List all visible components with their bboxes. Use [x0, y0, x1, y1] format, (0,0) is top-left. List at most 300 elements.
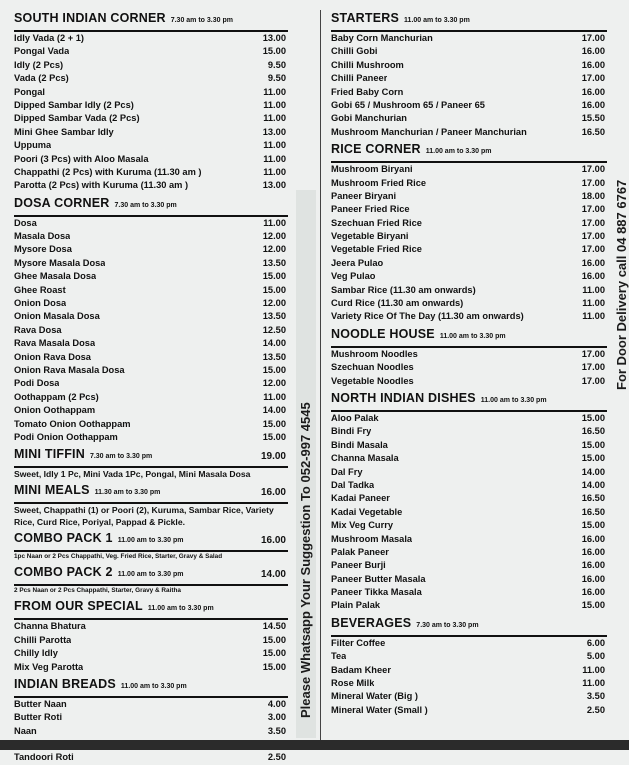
menu-item-price: 17.00	[581, 375, 605, 386]
menu-item	[14, 99, 288, 112]
menu-item-name: Jeera Pulao	[331, 257, 384, 268]
menu-item	[14, 310, 288, 323]
menu-item-name: Gobi 65 / Mushroom 65 / Paneer 65	[331, 99, 485, 110]
menu-item-name: Tea	[331, 651, 347, 662]
menu-item	[331, 284, 607, 297]
section-time: 7.30 am to 3.30 pm	[170, 17, 233, 24]
menu-item-price: 15.00	[581, 439, 605, 450]
menu-item-name: Mini Ghee Sambar Idly	[14, 126, 114, 137]
menu-item-name: Paneer Butter Masala	[331, 573, 426, 584]
section-north-indian-dishes	[331, 388, 607, 613]
section-dosa-corner	[14, 193, 288, 445]
menu-item	[331, 99, 607, 112]
menu-item-name: Mushroom Biryani	[331, 164, 413, 175]
menu-item-price: 15.00	[581, 600, 605, 611]
menu-item	[331, 599, 607, 612]
menu-item-name: Masala Dosa	[14, 231, 71, 242]
menu-item-price: 11.00	[582, 678, 605, 689]
menu-item-name: Sambar Rice (11.30 am onwards)	[331, 284, 476, 295]
menu-item-price: 16.00	[581, 573, 605, 584]
menu-item-price: 11.00	[582, 311, 605, 322]
menu-item-name: Mushroom Manchurian / Paneer Manchurian	[331, 126, 527, 137]
section-title: MINI TIFFIN	[14, 447, 85, 462]
menu-item	[331, 479, 607, 492]
menu-item-name: Naan	[14, 725, 37, 736]
menu-item-price: 16.00	[581, 533, 605, 544]
menu-item-price: 15.00	[262, 284, 286, 295]
section-from-our-special	[14, 596, 288, 674]
menu-item-price: 16.00	[581, 257, 605, 268]
menu-item-price: 17.00	[581, 244, 605, 255]
menu-item	[14, 391, 288, 404]
menu-item-price: 16.00	[581, 560, 605, 571]
section-title: STARTERS	[331, 11, 400, 25]
menu-item-price: 15.00	[262, 364, 286, 375]
section-header	[14, 444, 288, 468]
menu-item-price: 16.00	[581, 46, 605, 57]
menu-item-name: Rava Masala Dosa	[14, 338, 96, 349]
menu-item	[331, 546, 607, 559]
menu-item	[331, 637, 607, 650]
menu-item	[331, 573, 607, 586]
menu-item-name: Dal Fry	[331, 466, 363, 477]
menu-item-name: Oothappam (2 Pcs)	[14, 391, 99, 402]
menu-item-price: 14.50	[262, 621, 286, 632]
menu-item-name: Baby Corn Manchurian	[331, 33, 433, 43]
menu-item-price: 16.00	[581, 86, 605, 97]
menu-item	[14, 153, 288, 166]
right-column	[331, 8, 607, 717]
section-header	[331, 8, 607, 32]
menu-item-price: 11.00	[263, 391, 286, 402]
menu-item-price: 18.00	[581, 190, 605, 201]
menu-item-price: 15.00	[262, 648, 286, 659]
menu-item-price: 15.50	[581, 113, 605, 124]
section-title: INDIAN BREADS	[14, 676, 116, 691]
section-description: Sweet, Idly 1 Pc, Mini Vada 1Pc, Pongal, Mini Masala Dosa	[14, 469, 251, 480]
menu-item-price: 16.50	[581, 493, 605, 504]
section-price: 16.00	[260, 487, 286, 499]
menu-item-price: 12.00	[262, 244, 286, 255]
menu-item-name: Mushroom Fried Rice	[331, 177, 427, 188]
menu-item-name: Channa Masala	[331, 453, 399, 464]
section-time: 11.00 am to 3.30 pm	[147, 605, 214, 613]
menu-item	[14, 647, 288, 660]
section-title: NORTH INDIAN DISHES	[331, 390, 476, 405]
menu-item-name: Mineral Water (Big )	[331, 691, 418, 702]
menu-item-name: Szechuan Noodles	[331, 362, 414, 373]
menu-item-name: Palak Paneer	[331, 546, 389, 557]
menu-item-price: 15.00	[262, 661, 286, 672]
menu-item-price: 11.00	[263, 86, 286, 97]
section-description: 1pc Naan or 2 Pcs Chappathi, Veg. Fried Rice, Starter, Gravy & Salad	[14, 553, 223, 561]
menu-item-name: Onion Rava Dosa	[14, 351, 91, 362]
menu-item-name: Paneer Burji	[331, 560, 386, 571]
menu-item	[14, 364, 288, 377]
menu-item	[14, 337, 288, 350]
menu-item-name: Paneer Fried Rice	[331, 204, 410, 215]
menu-item-name: Kadai Paneer	[331, 493, 390, 504]
menu-item	[14, 661, 288, 674]
menu-item-name: Chilli Mushroom	[331, 59, 404, 70]
menu-item-price: 11.00	[263, 217, 286, 228]
menu-item-name: Podi Dosa	[14, 378, 60, 389]
menu-item-price: 15.00	[581, 453, 605, 464]
menu-item-name: Curd Rice (11.30 am onwards)	[331, 298, 464, 309]
section-header	[331, 324, 607, 348]
section-time: 11.00 am to 3.30 pm	[117, 571, 184, 579]
section-title: NOODLE HOUSE	[331, 326, 435, 341]
menu-item	[14, 698, 288, 711]
menu-item-price: 13.50	[262, 311, 286, 322]
menu-item-price: 15.00	[262, 431, 286, 442]
menu-item-name: Rava Dosa	[14, 324, 62, 335]
menu-item	[331, 203, 607, 216]
menu-item-name: Tomato Onion Oothappam	[14, 418, 131, 429]
menu-item-price: 13.00	[262, 126, 286, 137]
menu-item-name: Fried Baby Corn	[331, 86, 404, 97]
menu-item-price: 3.50	[586, 691, 605, 702]
menu-item-name: Dipped Sambar Idly (2 Pcs)	[14, 99, 134, 110]
menu-item	[14, 725, 288, 738]
column-divider	[320, 10, 321, 740]
menu-item	[331, 257, 607, 270]
section-price: 14.00	[260, 569, 286, 581]
menu-item	[331, 310, 607, 323]
section-title: DOSA CORNER	[14, 195, 110, 210]
menu-item-name: Onion Dosa	[14, 298, 67, 309]
menu-item-name: Ghee Masala Dosa	[14, 271, 97, 282]
menu-item-price: 17.00	[581, 177, 605, 188]
menu-item-name: Mushroom Masala	[331, 533, 413, 544]
menu-item-price: 17.00	[581, 73, 605, 84]
menu-item-price: 13.00	[262, 33, 286, 43]
menu-item-price: 12.00	[262, 298, 286, 309]
menu-item-price: 11.00	[263, 153, 286, 164]
section-starters	[331, 8, 607, 139]
menu-item-price: 11.00	[263, 99, 286, 110]
section-header	[14, 8, 288, 32]
menu-item-name: Ghee Roast	[14, 284, 66, 295]
section-header	[331, 388, 607, 412]
menu-item-name: Dipped Sambar Vada (2 Pcs)	[14, 113, 140, 124]
menu-item-name: Dosa	[14, 217, 37, 228]
section-title: FROM OUR SPECIAL	[14, 599, 143, 614]
menu-item-name: Channa Bhatura	[14, 621, 86, 632]
menu-item	[14, 112, 288, 125]
menu-item-price: 17.00	[581, 217, 605, 228]
whatsapp-suggestion-text: Please Whatsapp Your Suggestion To 052-997 4545	[298, 402, 313, 718]
menu-item-name: Gobi Manchurian	[331, 113, 407, 124]
menu-item	[14, 179, 288, 192]
section-description: 2 Pcs Naan or 2 Pcs Chappathi, Starter, Gravy & Raitha	[14, 587, 181, 595]
menu-item	[14, 59, 288, 72]
section-header	[14, 193, 288, 217]
menu-item-price: 2.50	[586, 704, 605, 715]
menu-item-price: 16.50	[581, 426, 605, 437]
menu-item-name: Mysore Masala Dosa	[14, 257, 106, 268]
menu-item-price: 9.50	[267, 73, 286, 84]
menu-item-name: Chappathi (2 Pcs) with Kuruma (11.30 am )	[14, 166, 202, 177]
menu-item-price: 3.50	[267, 725, 286, 736]
section-time: 7.30 am to 3.30 pm	[114, 201, 177, 209]
section-description: Sweet, Chappathi (1) or Poori (2), Kuruma, Sambar Rice, Variety Rice, Curd Rice, Poriyal, Pappad & Pickle.	[14, 505, 274, 528]
menu-item-price: 6.00	[586, 637, 605, 648]
menu-item	[331, 163, 607, 176]
menu-item-price: 15.00	[262, 634, 286, 645]
door-delivery-text: For Door Delivery call 04 887 6767	[614, 179, 629, 390]
menu-item-price: 15.00	[262, 418, 286, 429]
menu-item-price: 13.00	[262, 180, 286, 191]
menu-item	[14, 377, 288, 390]
menu-item	[14, 72, 288, 85]
section-noodle-house	[331, 324, 607, 388]
menu-item-price: 14.00	[262, 405, 286, 416]
menu-item	[14, 257, 288, 270]
section-time: 7.30 am to 3.30 pm	[89, 453, 153, 461]
section-mini-meals	[14, 480, 288, 528]
menu-item-name: Mix Veg Curry	[331, 520, 394, 531]
menu-item-price: 12.00	[262, 378, 286, 389]
section-time: 11.30 am to 3.30 pm	[94, 489, 161, 497]
menu-item-price: 15.00	[581, 412, 605, 423]
section-time: 11.00 am to 3.30 pm	[439, 332, 506, 340]
menu-item	[14, 243, 288, 256]
menu-item-price: 11.00	[263, 113, 286, 124]
menu-item-name: Bindi Fry	[331, 426, 372, 437]
section-price: 16.00	[260, 535, 286, 547]
section-header	[14, 528, 288, 552]
menu-item-name: Pongal	[14, 86, 45, 97]
menu-item-price: 16.50	[581, 506, 605, 517]
section-time: 7.30 am to 3.30 pm	[416, 621, 479, 629]
menu-item	[14, 404, 288, 417]
menu-item-price: 11.00	[582, 664, 605, 675]
section-title: MINI MEALS	[14, 483, 90, 498]
section-time: 11.00 am to 3.30 pm	[120, 682, 187, 690]
menu-item-name: Aloo Palak	[331, 412, 379, 423]
menu-item	[14, 139, 288, 152]
menu-item-name: Tandoori Roti	[14, 752, 74, 763]
menu-item-price: 12.50	[262, 324, 286, 335]
menu-item-name: Chilly Idly	[14, 648, 58, 659]
menu-item-price: 16.00	[581, 271, 605, 282]
section-title: COMBO PACK 1	[14, 531, 113, 546]
section-title: SOUTH INDIAN CORNER	[14, 11, 166, 25]
menu-item	[331, 439, 607, 452]
menu-item-price: 16.00	[581, 587, 605, 598]
menu-item-name: Chilli Paneer	[331, 73, 388, 84]
menu-item	[14, 297, 288, 310]
menu-item	[331, 690, 607, 703]
menu-item-price: 17.00	[581, 362, 605, 373]
menu-item	[331, 425, 607, 438]
menu-item	[14, 86, 288, 99]
menu-item-name: Paneer Biryani	[331, 190, 397, 201]
menu-item-price: 16.50	[581, 126, 605, 137]
menu-item	[331, 492, 607, 505]
menu-item-name: Vegetable Biryani	[331, 231, 409, 242]
menu-item	[331, 243, 607, 256]
menu-item-price: 11.00	[263, 166, 286, 177]
section-title: BEVERAGES	[331, 615, 412, 630]
menu-item-name: Poori (3 Pcs) with Aloo Masala	[14, 153, 149, 164]
menu-item	[331, 586, 607, 599]
menu-item	[14, 634, 288, 647]
menu-item-name: Parotta (2 Pcs) with Kuruma (11.30 am )	[14, 180, 189, 191]
menu-item	[331, 664, 607, 677]
menu-item-price: 16.00	[581, 99, 605, 110]
section-time: 11.00 am to 3.30 pm	[480, 396, 547, 404]
menu-item	[331, 412, 607, 425]
menu-item-price: 4.00	[267, 698, 286, 709]
menu-item-price: 12.00	[262, 231, 286, 242]
section-beverages	[331, 613, 607, 717]
menu-item	[331, 650, 607, 663]
menu-item-price: 2.50	[267, 752, 286, 763]
menu-item	[14, 32, 288, 45]
menu-item-name: Butter Naan	[14, 698, 67, 709]
menu-item-name: Onion Oothappam	[14, 405, 96, 416]
section-combo-pack-2	[14, 562, 288, 596]
section-time: 11.00 am to 3.30 pm	[117, 537, 184, 545]
menu-item	[331, 177, 607, 190]
bottom-edge	[0, 740, 629, 750]
menu-item-name: Mushroom Noodles	[331, 348, 418, 359]
menu-item-price: 11.00	[263, 140, 286, 151]
menu-item	[331, 559, 607, 572]
menu-item-name: Podi Onion Oothappam	[14, 431, 118, 442]
menu-item-name: Idly (2 Pcs)	[14, 59, 64, 70]
section-indian-breads	[14, 674, 288, 765]
menu-item-name: Onion Masala Dosa	[14, 311, 100, 322]
section-header	[14, 562, 288, 586]
menu-item	[331, 452, 607, 465]
menu-item-price: 5.00	[586, 651, 605, 662]
menu-item-name: Veg Pulao	[331, 271, 376, 282]
menu-item	[331, 72, 607, 85]
menu-item-name: Filter Coffee	[331, 637, 386, 648]
menu-item	[14, 126, 288, 139]
menu-item-name: Uppuma	[14, 140, 52, 151]
menu-item-price: 13.50	[262, 351, 286, 362]
section-south-indian-corner	[14, 8, 288, 193]
menu-item-name: Szechuan Fried Rice	[331, 217, 422, 228]
menu-item	[331, 677, 607, 690]
menu-item-name: Onion Rava Masala Dosa	[14, 364, 125, 375]
menu-item	[331, 519, 607, 532]
menu-item	[14, 270, 288, 283]
menu-item-name: Mix Veg Parotta	[14, 661, 84, 672]
menu-item-name: Rose Milk	[331, 678, 375, 689]
menu-item	[331, 126, 607, 139]
menu-item-name: Mysore Dosa	[14, 244, 72, 255]
menu-item-name: Kadai Vegetable	[331, 506, 403, 517]
section-header	[331, 613, 607, 637]
menu-item	[331, 297, 607, 310]
menu-item-name: Paneer Tikka Masala	[331, 587, 422, 598]
menu-item-name: Chilli Gobi	[331, 46, 378, 57]
section-header	[331, 139, 607, 163]
menu-item	[331, 361, 607, 374]
menu-item	[331, 112, 607, 125]
menu-item	[331, 217, 607, 230]
menu-item-name: Chilli Parotta	[14, 634, 72, 645]
menu-item	[14, 45, 288, 58]
menu-item	[14, 351, 288, 364]
menu-item-name: Dal Tadka	[331, 479, 375, 490]
section-mini-tiffin	[14, 444, 288, 480]
menu-item-price: 9.50	[267, 59, 286, 70]
menu-item-price: 15.00	[262, 46, 286, 57]
menu-item-name: Vegetable Noodles	[331, 375, 414, 386]
menu-item-name: Vegetable Fried Rice	[331, 244, 422, 255]
menu-item-name: Vada (2 Pcs)	[14, 73, 69, 84]
menu-item-price: 14.00	[262, 338, 286, 349]
menu-item-name: Idly Vada (2 + 1)	[14, 33, 85, 43]
menu-item-price: 17.00	[581, 33, 605, 43]
menu-item-price: 3.00	[267, 712, 286, 723]
menu-item-price: 13.50	[262, 257, 286, 268]
left-column	[14, 8, 288, 765]
menu-item-price: 14.00	[581, 466, 605, 477]
section-title: COMBO PACK 2	[14, 565, 113, 580]
menu-item	[331, 32, 607, 45]
menu-item-price: 14.00	[581, 479, 605, 490]
menu-item	[331, 86, 607, 99]
menu-item	[331, 230, 607, 243]
menu-item-price: 17.00	[581, 231, 605, 242]
section-time: 11.00 am to 3.30 pm	[425, 148, 492, 156]
menu-item-price: 16.00	[581, 546, 605, 557]
menu-item	[14, 230, 288, 243]
menu-item-name: Variety Rice Of The Day (11.30 am onwards)	[331, 311, 524, 322]
menu-item	[14, 751, 288, 764]
menu-item	[14, 324, 288, 337]
menu-item	[331, 59, 607, 72]
menu-item-name: Badam Kheer	[331, 664, 391, 675]
section-time: 11.00 am to 3.30 pm	[404, 17, 470, 24]
menu-item-name: Mineral Water (Small )	[331, 704, 428, 715]
menu-item	[331, 533, 607, 546]
section-combo-pack-1	[14, 528, 288, 562]
menu-item	[14, 431, 288, 444]
menu-item	[331, 190, 607, 203]
menu-item	[14, 217, 288, 230]
section-price: 19.00	[260, 451, 286, 463]
menu-item	[331, 45, 607, 58]
menu-item	[331, 466, 607, 479]
menu-item	[331, 270, 607, 283]
menu-item	[331, 348, 607, 361]
menu-item-price: 16.00	[581, 59, 605, 70]
menu-item-price: 11.00	[582, 298, 605, 309]
menu-item	[14, 711, 288, 724]
menu-item	[331, 704, 607, 717]
menu-item	[14, 166, 288, 179]
menu-item	[14, 620, 288, 633]
menu-item-price: 11.00	[582, 284, 605, 295]
menu-item-price: 15.00	[581, 520, 605, 531]
menu-item-price: 15.00	[262, 271, 286, 282]
menu-item-name: Plain Palak	[331, 600, 381, 611]
menu-item-price: 17.00	[581, 164, 605, 175]
section-header	[14, 480, 288, 504]
menu-item	[331, 375, 607, 388]
section-header	[14, 596, 288, 620]
menu-item	[14, 418, 288, 431]
section-title: RICE CORNER	[331, 142, 421, 157]
